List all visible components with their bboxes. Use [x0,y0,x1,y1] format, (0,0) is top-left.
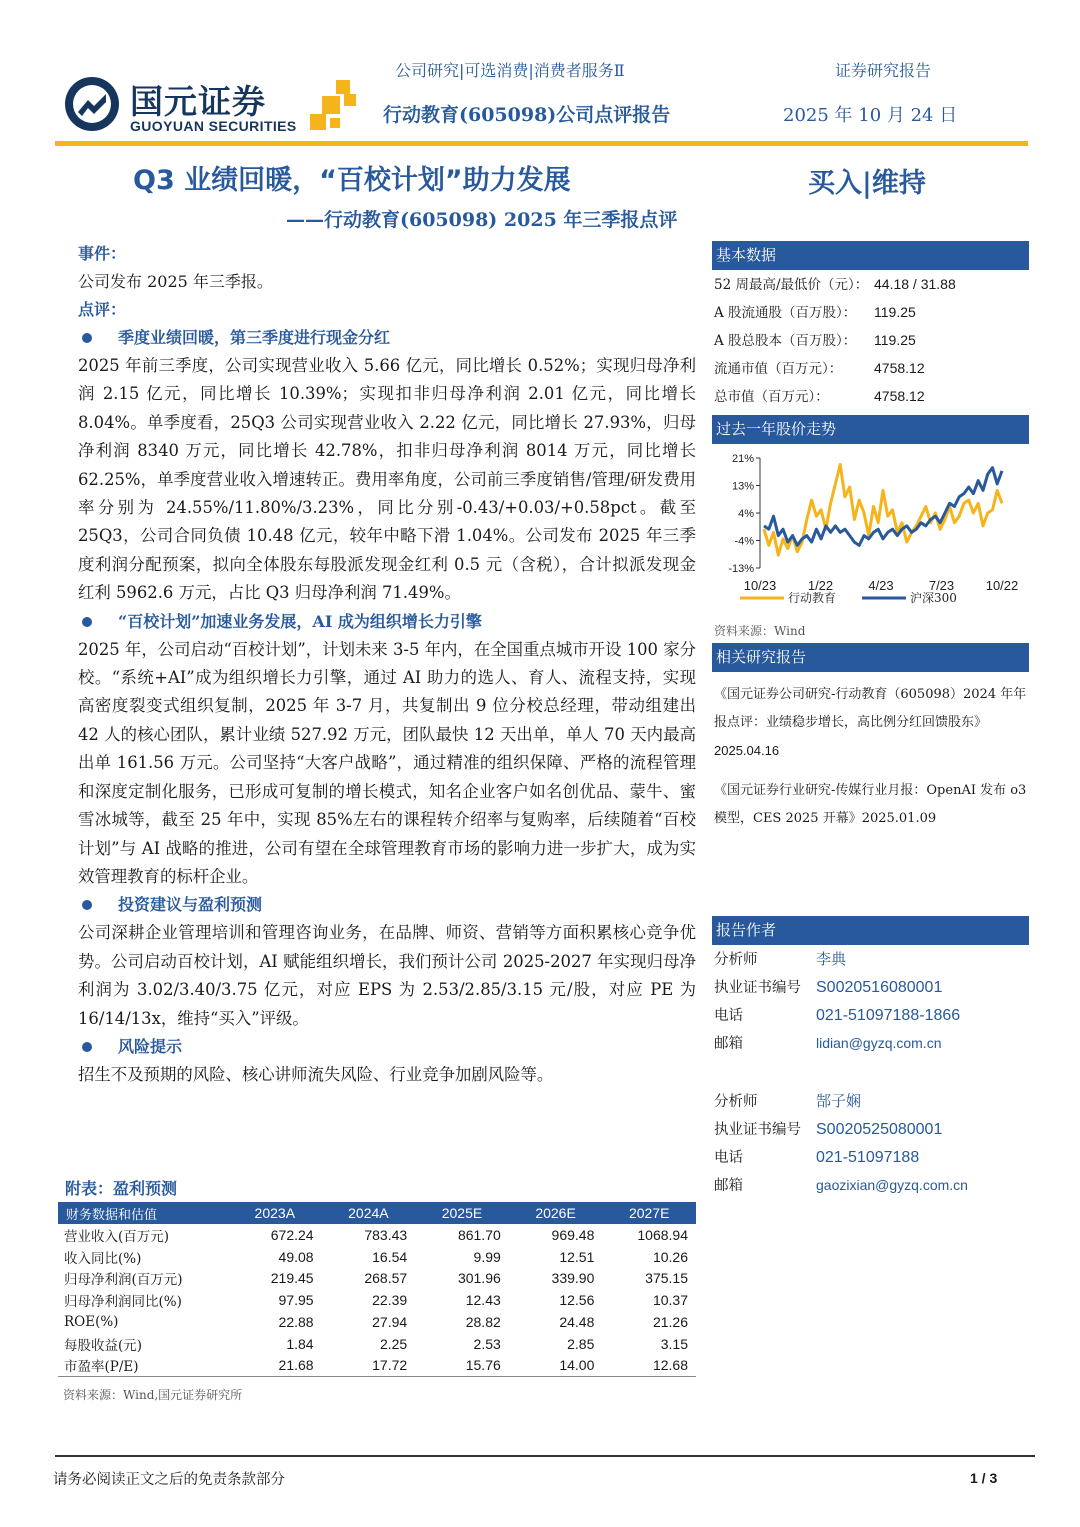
basic-data-row [714,302,916,323]
related-report-line: 报点评：业绩稳步增长，高比例分红回馈股东》 [714,715,988,730]
table-cell: 17.72 [322,1355,416,1377]
related-report-line: 模型，CES 2025 开幕》2025.01.09 [714,811,937,826]
section-paragraph: 2025 年前三季度，公司实现营业收入 5.66 亿元，同比增长 0.52%；实现归母净利润 2.15 亿元，同比增长 10.39%；实现扣非归母净利润 2.01 亿元，同比增长 8.04%。单季度看，25Q3 公司实现营业收入 2.22 亿元，同比增长 27.93%，归母净利润 8340 万元，同比增长 42.78%，扣非归母净利润 8014 万元，同比增长 62.25%，单季度营业收入增速转正。费用率角度，公司前三季度销售/管理/研发费用率分别为 24.55%/11.80%/3.23%，同比分别-0.43/+0.03/+0.58pct。截至 25Q3，公司合同负债 10.48 亿元，较年中略下滑 1.04%。公司发布 2025 年三季度利润分配预案，拟向全体股东每股派发现金红利 0.5 元（含税），合计拟派发现金红利 5962.6 万元，占比 Q3 归母净利润 71.49%。 [78,356,696,603]
table-cell: 市盈率(P/E) [58,1355,228,1377]
author-label: 分析师 [714,1094,758,1110]
author-name: 郜子娴 [816,1092,862,1110]
table-cell: 2.25 [379,1335,408,1352]
table-cell: 1068.94 [637,1226,688,1243]
basic-data-key: A 股流通股（百万股）： [714,305,857,321]
chart-y-tick-label: 4% [738,508,754,520]
chart-x-tick-label: 10/22 [985,578,1019,593]
table-cell: 861.70 [457,1226,501,1243]
table-row [58,1311,696,1333]
price-trend-header: 过去一年股价走势 [712,415,1029,444]
author-row [714,1143,919,1172]
table-header-cell: 2027E [602,1202,696,1224]
basic-data-key: 流通市值（百万元）： [714,361,843,377]
table-cell: ROE(%) [64,1314,119,1331]
chart-y-tick-label: -13% [728,563,754,575]
related-report-line: 《国元证券公司研究-行动教育（605098）2024 年年 [714,687,1027,702]
table-cell: 12.43 [465,1292,501,1309]
author-cert: S0020525080001 [816,1121,943,1138]
author-label: 执业证书编号 [714,980,801,996]
report-date: 2025 年 10 月 24 日 [783,105,958,126]
related-report-date: 2025.04.16 [714,743,780,758]
author-name: 李典 [816,950,847,968]
table-cell: 28.82 [465,1314,501,1331]
author-label: 邮箱 [714,1036,743,1052]
table-cell: 营业收入(百万元) [64,1228,170,1245]
table-cell: 3.15 [660,1335,688,1352]
table-cell: 2.85 [567,1335,595,1352]
table-cell: 301.96 [457,1270,501,1287]
table-header-cell: 2026E [509,1202,603,1224]
related-reports-header: 相关研究报告 [712,643,1029,672]
page-subtitle: ——行动教育(605098) 2025 年三季报点评 [286,209,678,231]
table-cell: 收入同比(%) [64,1250,142,1267]
table-cell: 12.51 [559,1248,595,1265]
section-heading-text: 风险提示 [118,1036,183,1056]
event-text: 公司发布 2025 年三季报。 [78,272,273,291]
table-cell: 12.68 [602,1355,696,1377]
main-content [78,240,696,1089]
table-cell: 归母净利润同比(%) [64,1294,182,1311]
footer-disclaimer[interactable]: 请务必阅读正文之后的免责条款部分 [53,1472,285,1488]
chart-y-tick-label: 13% [731,480,754,493]
section-paragraph: 2025 年，公司启动“百校计划”，计划未来 3-5 年内，在全国重点城市开设 100 家分校。“系统+AI”成为组织增长力引擎，通过 AI 助力的选人、育人、流程支持，实现高密度裂变式组织复制，2025 年 3-7 月，共复制出 9 位分校总经理，带动组建出 42 人的核心团队，累计业绩 527.92 万元，团队最快 12 天出单，单人 70 天内最高出单 161.56 万元。公司坚持“大客户战略”，通过精准的组织保障、严格的流程管理和深度定制化服务，已形成可复制的增长模式，知名企业客户如名创优品、蒙牛、蜜雪冰城等，截至 25 年中，实现 85%左右的课程转介绍率与复购率，后续随着“百校计划”与 AI 战略的推进，公司有望在全球管理教育市场的影响力进一步扩大，成为实效管理教育的标杆企业。 [78,639,696,886]
table-header-cell: 2025E [415,1202,509,1224]
company-report-title: 行动教育(605098)公司点评报告 [383,104,671,126]
logo-text-cn: 国元证券 [130,82,266,121]
basic-data-row [714,386,925,407]
table-cell: 375.15 [645,1270,688,1287]
stock-price-chart [712,446,1029,614]
table-cell: 97.95 [278,1292,314,1309]
table-cell: 21.26 [652,1314,688,1331]
table-cell: 1.84 [286,1335,314,1352]
table-cell: 22.39 [372,1292,408,1309]
chart-x-tick-label: 10/23 [743,578,777,593]
related-report-line: 《国元证券行业研究-传媒行业月报：OpenAI 发布 o3 [714,783,1027,798]
table-cell: 969.48 [551,1226,595,1243]
basic-data-row [714,358,925,379]
basic-data-key: A 股总股本（百万股）： [714,333,857,349]
section-paragraph: 招生不及预期的风险、核心讲师流失风险、行业竞争加剧风险等。 [78,1064,554,1084]
table-cell: 21.68 [228,1355,322,1377]
company-logo [62,74,362,138]
table-cell: 12.56 [559,1292,595,1309]
basic-data-header: 基本数据 [712,241,1029,270]
author-label: 执业证书编号 [714,1122,801,1138]
table-cell: 归母净利润(百万元) [64,1272,183,1289]
logo-text-en: GUOYUAN SECURITIES [130,118,297,134]
author-label: 分析师 [714,952,758,968]
bullet-icon [82,1042,92,1052]
chart-source: 资料来源：Wind [714,624,806,638]
page-number: 1 / 3 [970,1470,998,1486]
table-cell: 49.08 [278,1248,314,1265]
basic-data-value: 4758.12 [874,388,925,404]
section-heading-text: “百校计划”加速业务发展，AI 成为组织增长力引擎 [118,611,482,631]
basic-data-value: 4758.12 [874,360,925,376]
author-phone: 021-51097188-1866 [816,1007,961,1024]
table-source: 资料来源：Wind,国元证券研究所 [63,1388,243,1402]
page-title: Q3 业绩回暖，“百校计划”助力发展 [133,165,571,196]
table-cell: 每股收益(元) [64,1337,143,1354]
bullet-icon [82,617,92,627]
table-row [58,1246,696,1268]
author-row [714,1029,942,1058]
author-cert: S0020516080001 [816,979,943,996]
related-report-item[interactable] [714,777,1032,833]
chart-x-tick-label: 4/23 [868,578,894,593]
table-cell: 339.90 [551,1270,595,1287]
author-label: 电话 [714,1150,743,1166]
table-cell: 16.54 [372,1248,408,1265]
author-row [714,1087,861,1116]
chart-legend-label: 沪深300 [910,591,957,605]
table-row [58,1224,696,1246]
author-email-link[interactable]: gaozixian@gyzq.com.cn [816,1177,968,1193]
chart-series-line [764,468,1002,546]
logo-squares-icon [310,80,360,132]
section-heading-text: 投资建议与盈利预测 [118,895,263,915]
basic-data-value: 119.25 [874,304,916,320]
author-row [714,1171,968,1200]
table-row [58,1355,696,1377]
table-header-cell: 2024A [322,1202,416,1224]
table-row [58,1333,696,1355]
table-header-cell: 2023A [228,1202,322,1224]
author-phone: 021-51097188 [816,1149,920,1166]
basic-data-key: 52 周最高/最低价（元）： [714,277,869,293]
table-header-cell: 财务数据和估值 [58,1202,228,1224]
section-heading [78,891,696,919]
basic-data-value: 44.18 / 31.88 [874,276,956,292]
chart-x-tick-label: 7/23 [928,578,955,593]
table-cell: 219.45 [270,1270,314,1287]
chart-y-tick-label: -4% [734,535,754,548]
chart-legend-label: 行动教育 [788,591,837,605]
table-cell: 14.00 [509,1355,603,1377]
bullet-icon [82,333,92,343]
section-paragraph: 公司深耕企业管理培训和管理咨询业务，在品牌、师资、营销等方面积累核心竞争优势。公司启动百校计划，AI 赋能组织增长，我们预计公司 2025-2027 年实现归母净利润为 3.02/3.40/3.75 亿元，对应 EPS 为 2.53/2.85/3.15 元/股，对应 PE 为 16/14/13x，维持“买入”评级。 [78,923,696,1028]
section-heading [78,1033,696,1061]
table-cell: 27.94 [372,1314,408,1331]
table-row [58,1289,696,1311]
chart-x-tick-label: 1/22 [807,578,834,593]
section-heading [78,608,696,636]
forecast-table [58,1202,696,1377]
chart-y-tick-label: 21% [731,453,754,465]
basic-data-key: 总市值（百万元）： [714,389,829,405]
related-report-item[interactable] [714,681,1032,765]
table-header-row [58,1202,696,1224]
author-row [714,973,942,1002]
basic-data-row [714,330,916,351]
header-divider [55,141,1028,146]
author-row [714,1001,960,1030]
table-cell: 9.99 [473,1248,501,1265]
author-label: 邮箱 [714,1178,743,1194]
bullet-icon [82,900,92,910]
table-cell: 2.53 [473,1335,501,1352]
author-row [714,945,846,974]
comment-label: 点评： [78,300,127,319]
author-label: 电话 [714,1008,743,1024]
table-cell: 10.26 [652,1248,688,1265]
basic-data-value: 119.25 [874,332,916,348]
footer-divider [55,1455,1035,1457]
table-cell: 24.48 [559,1314,595,1331]
report-authors-header: 报告作者 [712,916,1029,945]
forecast-table-label: 附表：盈利预测 [65,1179,178,1198]
table-cell: 22.88 [278,1314,314,1331]
table-row [58,1268,696,1290]
event-label: 事件： [78,244,127,263]
table-cell: 10.37 [652,1292,688,1309]
logo-mark-icon [62,74,122,134]
table-cell: 15.76 [415,1355,509,1377]
section-heading-text: 季度业绩回暖，第三季度进行现金分红 [118,328,391,347]
basic-data-row [714,274,956,295]
rating-badge: 买入|维持 [808,168,926,199]
report-category: 公司研究|可选消费|消费者服务Ⅱ [395,61,625,80]
author-email-link[interactable]: lidian@gyzq.com.cn [816,1035,942,1051]
table-cell: 672.24 [270,1226,314,1243]
section-heading [78,324,696,352]
table-cell: 783.43 [364,1226,408,1243]
table-cell: 268.57 [364,1270,408,1287]
author-row [714,1115,942,1144]
report-type: 证券研究报告 [835,61,932,80]
